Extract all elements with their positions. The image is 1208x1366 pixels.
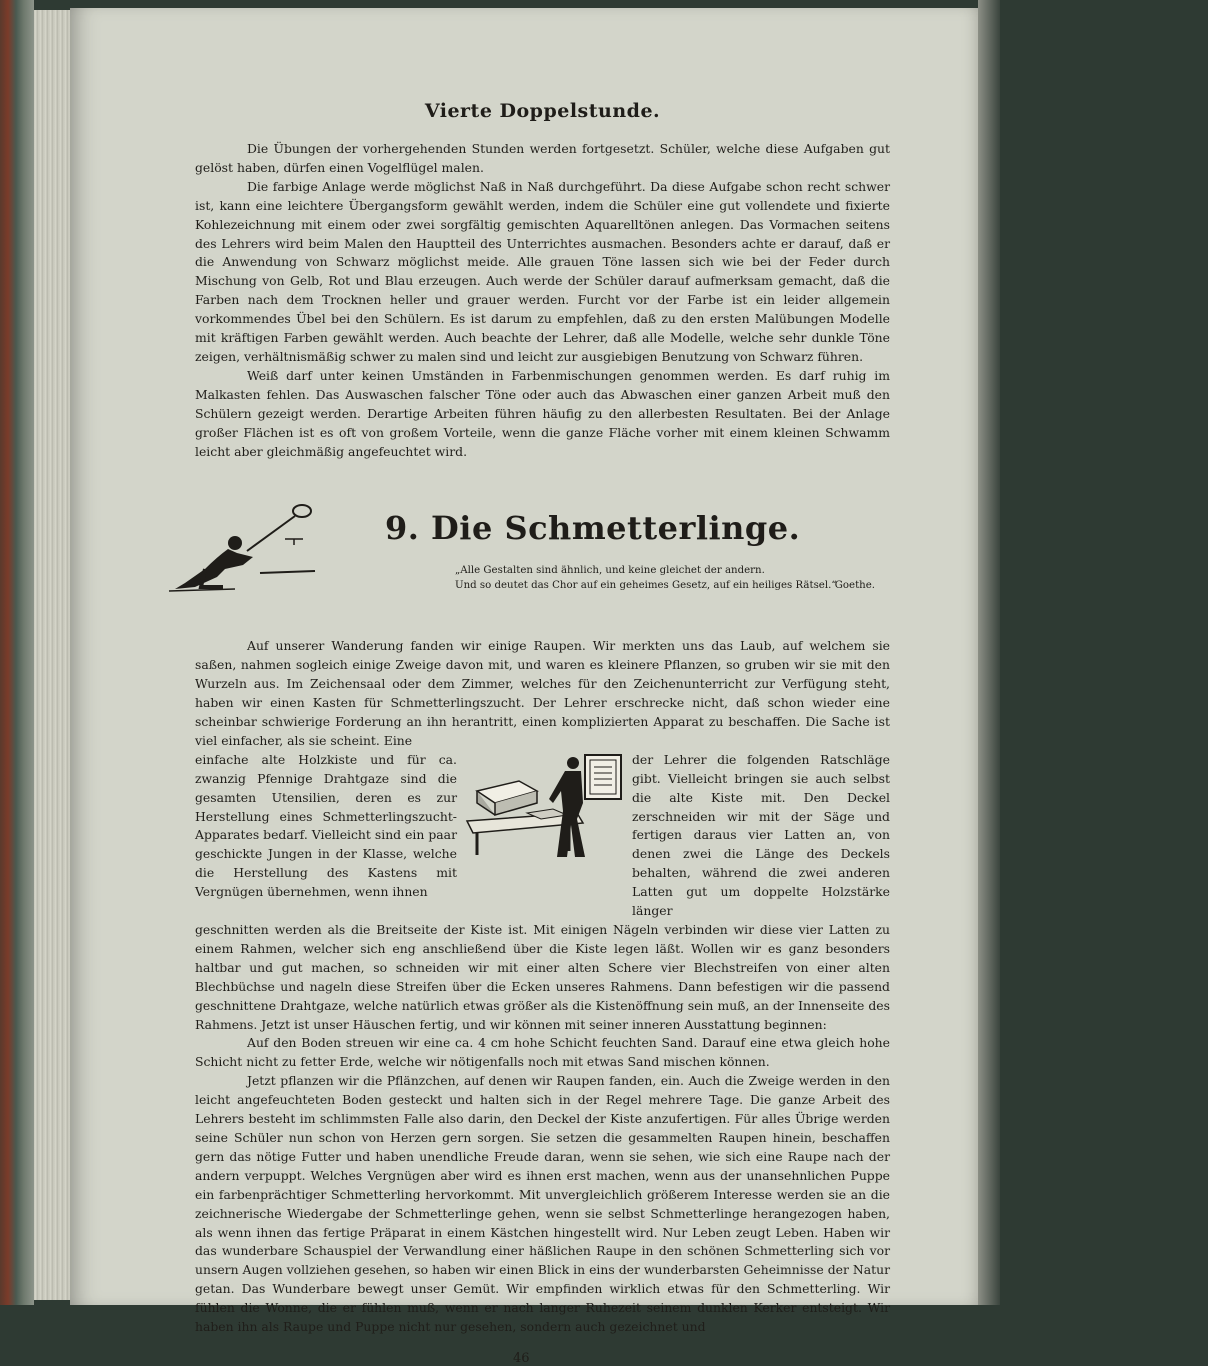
motto-line: „Alle Gestalten sind ähnlich, und keine gleichet der andern. xyxy=(455,565,765,577)
page-content xyxy=(195,100,890,1366)
motto-line: Und so deutet das Chor auf ein geheimes Gesetz, auf ein heiliges Rätsel.“ xyxy=(455,580,837,592)
page-number: 46 xyxy=(513,1350,530,1366)
right-margin-shadow xyxy=(978,0,1000,1305)
section-heading: Vierte Doppelstunde. xyxy=(424,100,661,122)
paragraph: der Lehrer die folgenden Ratschläge gibt. Vielleicht bringen sie auch selbst die alte Kiste mit. Den Deckel zerschneiden wir mit der Säge und fertigen daraus vier Latten an, von denen zwei die Länge des Deckels behalten, während die zwei anderen Latten gut um doppelte Holzstärke länger xyxy=(632,751,890,919)
paragraph: Auf den Boden streuen wir eine ca. 4 cm hohe Schicht feuchten Sand. Darauf eine etwa gleich hohe Schicht nicht zu fetter Erde, welche wir nötigenfalls noch mit etwas Sand mischen können. xyxy=(195,1035,890,1070)
boy-with-butterfly-net-illustration xyxy=(165,499,315,599)
section-text xyxy=(195,140,890,461)
paragraph: einfache alte Holzkiste und für ca. zwanzig Pfennige Drahtgaze sind die gesamten Utensilien, deren es zur Herstellung eines Schmetterlingszucht-Apparates bedarf. Vielleicht sind ein paar geschickte Jungen in der Klasse, welche die Herstellung des Kastens mit Vergnügen übernehmen, wenn ihnen xyxy=(195,751,457,900)
chapter-title: 9. Die Schmetterlinge. xyxy=(385,509,801,548)
figure-drawing xyxy=(457,751,629,861)
chapter-header xyxy=(195,509,890,637)
chapter-motto xyxy=(455,563,895,593)
paragraph: Die Übungen der vorhergehenden Stunden werden fortgesetzt. Schüler, welche diese Aufgaben gut gelöst haben, dürfen einen Vogelflügel malen. xyxy=(195,141,890,175)
chapter-text xyxy=(195,921,890,1337)
page-edges xyxy=(34,10,74,1300)
boy-building-box-illustration xyxy=(457,751,629,861)
figure-left-column xyxy=(195,751,457,902)
paragraph: Weiß darf unter keinen Umständen in Farbenmischungen genommen werden. Es darf ruhig im Malkasten fehlen. Das Auswaschen falscher Töne oder auch das Abwaschen einer ganzen Arbeit muß den Schülern gezeigt werden. Derartige Arbeiten führen häufig zu den allerbesten Resultaten. Bei der Anlage großer Flächen ist es oft von großem Vorteile, wenn die ganze Fläche vorher mit einem kleinen Schwamm leicht aber gleichmäßig angefeuchtet wird. xyxy=(195,367,890,459)
paragraph: Jetzt pflanzen wir die Pflänzchen, auf denen wir Raupen fanden, ein. Auch die Zweige werden in den leicht angefeuchteten Boden gesteckt und halten sich in der Regel mehrere Tage. Die ganze Arbeit des Lehrers besteht im schlimmsten Falle also darin, den Deckel der Kiste anzufertigen. Für alles Übrige werden seine Schüler nun schon von Herzen gern sorgen. Sie setzen die gesammelten Raupen hinein, beschaffen gern das nötige Futter und haben unendliche Freude daran, wenn sie sehen, wie sich eine Raupe nach der andern verpuppt. Welches Vergnügen aber wird es ihnen erst machen, wenn aus der unansehnlichen Puppe ein farbenprächtiger Schmetterling hervorkommt. Mit unvergleichlich größerem Interesse werden sie an die zeichnerische Wiedergabe der Schmetterlinge gehen, wenn sie selbst Schmetterlinge herangezogen haben, als wenn ihnen das fertige Präparat in einem Kästchen hingestellt wird. Nur Leben zeugt Leben. Haben wir das wunderbare Schauspiel der Verwandlung einer häßlichen Raupe in den schönen Schmetterling sich vor unsern Augen vollziehen gesehen, so haben wir einen Blick in eins der wunderbarsten Geheimnisse der Natur getan. Das Wunderbare bewegt unser Gemüt. Wir empfinden wirklich etwas für den Schmetterling. Wir fühlen die Wonne, die er fühlen muß, wenn er nach langer Ruhezeit seinem dunklen Kerker entsteigt. Wir haben ihn als Raupe und Puppe nicht nur gesehen, sondern auch gezeichnet und xyxy=(195,1073,890,1335)
figure-row xyxy=(195,751,890,921)
paragraph: Auf unserer Wanderung fanden wir einige Raupen. Wir merkten uns das Laub, auf welchem sie saßen, nahmen sogleich einige Zweige davon mit, und waren es kleinere Pflanzen, so gruben wir sie mit den Wurzeln aus. Im Zeichensaal oder dem Zimmer, welches für den Zeichenunterricht zur Verfügung steht, haben wir einen Kasten für Schmetterlingszucht. Der Lehrer erschrecke nicht, daß schon wieder eine scheinbar schwierige Forderung an ihn herantritt, einen komplizierten Apparat zu beschaffen. Die Sache ist viel einfacher, als sie scheint. Eine xyxy=(195,638,890,748)
book-spine xyxy=(0,0,34,1305)
motto-author: Goethe. xyxy=(834,580,875,592)
paragraph: Die farbige Anlage werde möglichst Naß in Naß durchgeführt. Da diese Aufgabe schon recht schwer ist, kann eine leichtere Übergangsform gewählt werden, indem die Schüler eine gut vollendete und fixierte Kohlezeichnung mit einem oder zwei sorgfältig gemischten Aquarelltönen anlegen. Das Vormachen seitens des Lehrers wird beim Malen den Hauptteil des Unterrichtes ausmachen. Besonders achte er darauf, daß er die Anwendung von Schwarz möglichst meide. Alle grauen Töne lassen sich wie bei der Feder durch Mischung von Gelb, Rot und Blau erzeugen. Auch werde der Schüler darauf aufmerksam gemacht, daß die Farben nach dem Trocknen heller und grauer werden. Furcht vor der Farbe ist ein leider allgemein vorkommendes Übel bei den Schülern. Es ist darum zu empfehlen, daß zu den ersten Malübungen Modelle mit kräftigen Farben gewählt werden. Auch beachte der Lehrer, daß alle Modelle, welche sehr dunkle Töne zeigen, verhältnismäßig schwer zu malen sind und leicht zur ausgiebigen Benutzung von Schwarz führen. xyxy=(195,178,890,364)
paragraph: geschnitten werden als die Breitseite der Kiste ist. Mit einigen Nägeln verbinden wir diese vier Latten zu einem Rahmen, welcher sich eng anschließend über die Kiste legen läßt. Wollen wir es ganz besonders haltbar und gut machen, so schneiden wir mit einer alten Schere vier Blechstreifen von einer alten Blechbüchse und nageln diese Streifen über die Ecken unseres Rahmens. Dann befestigen wir die passend geschnittene Drahtgaze, welche natürlich etwas größer als die Kistenöffnung sein muß, an der Innenseite des Rahmens. Jetzt ist unser Häuschen fertig, und wir können mit seiner inneren Ausstattung beginnen: xyxy=(195,922,890,1032)
figure-right-column xyxy=(632,751,890,921)
